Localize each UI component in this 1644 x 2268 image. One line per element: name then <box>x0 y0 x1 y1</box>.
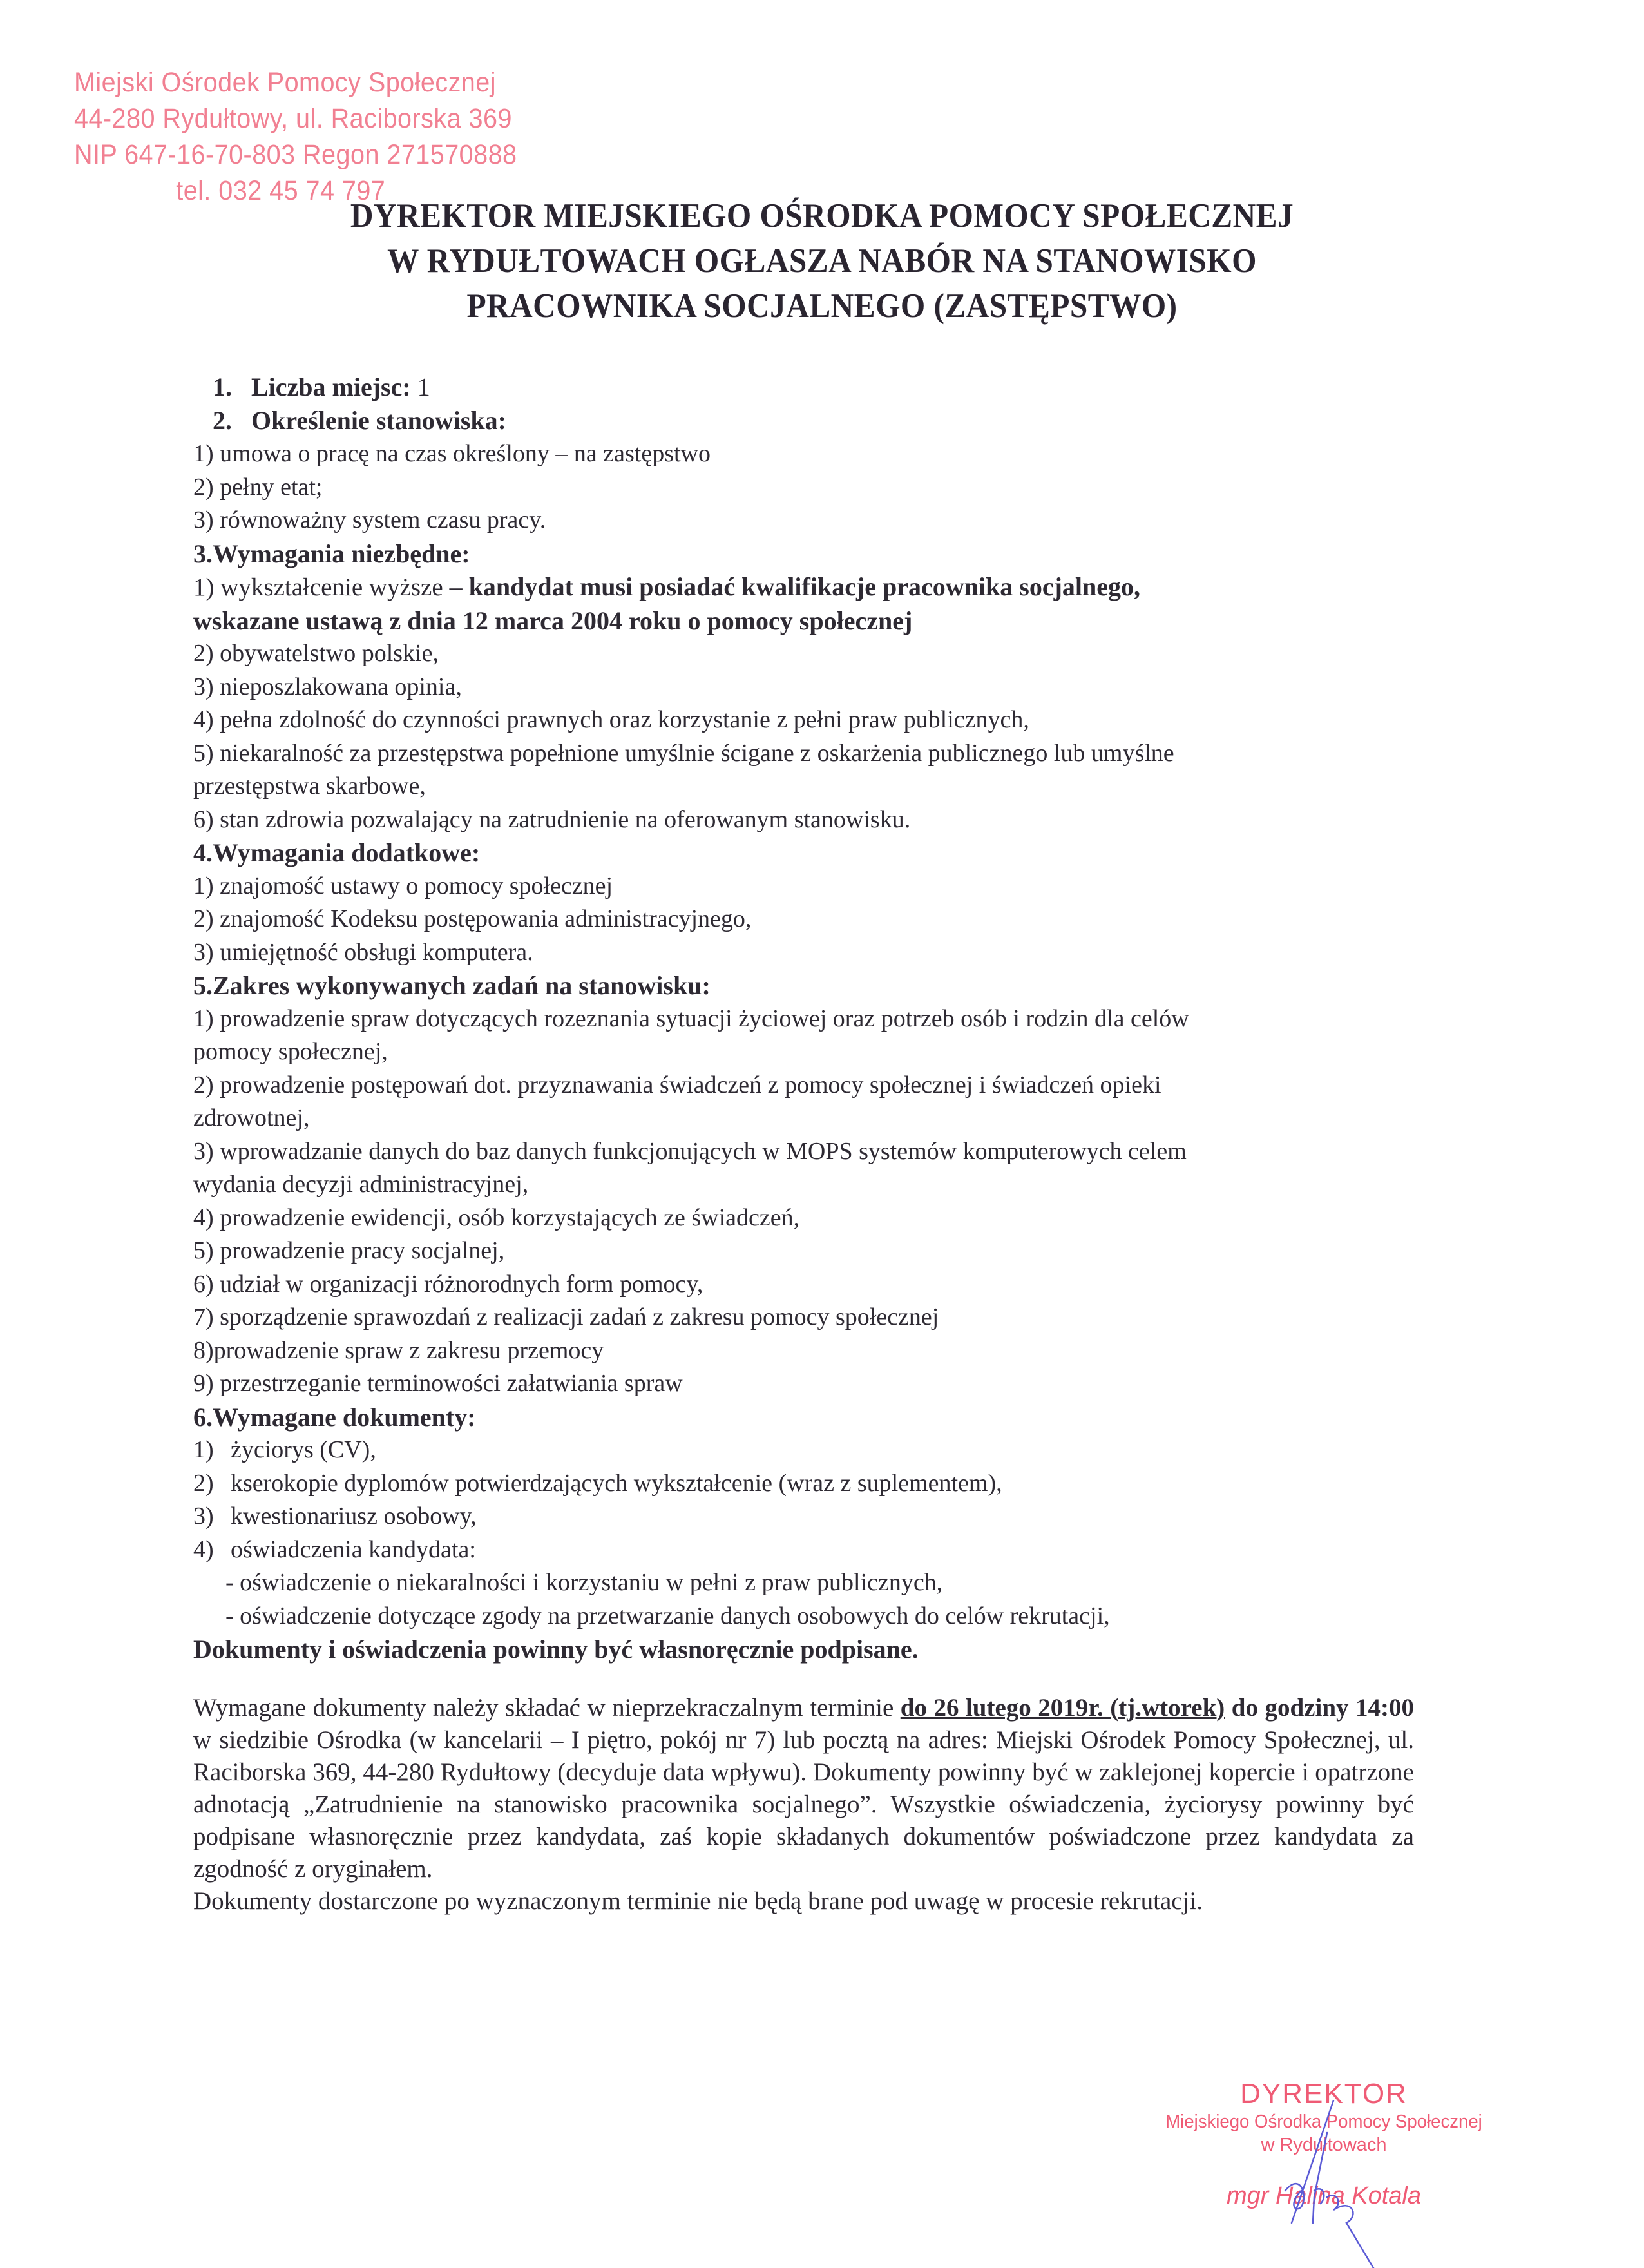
list-item: 1) znajomość ustawy o pomocy społecznej <box>193 872 613 899</box>
list-item: 2) znajomość Kodeksu postępowania administracyjnego, <box>193 905 752 932</box>
list-item: 3) wprowadzanie danych do baz danych funkcjonujących w MOPS systemów komputerowych celem <box>193 1137 1187 1165</box>
list-item <box>193 1533 1430 1567</box>
list-item: 2) obywatelstwo polskie, <box>193 640 439 667</box>
document-body <box>193 370 1430 1917</box>
list-item: 4) pełna zdolność do czynności prawnych oraz korzystanie z pełni praw publicznych, <box>193 706 1029 733</box>
list-item: 3) umiejętność obsługi komputera. <box>193 938 533 966</box>
item-text: kwestionariusz osobowy, <box>231 1503 477 1530</box>
positions-count: 1 <box>417 372 430 401</box>
stamp-line-address: 44-280 Rydułtowy, ul. Raciborska 369 <box>74 103 512 134</box>
list-item-continued: pomocy społecznej, <box>193 1038 388 1065</box>
stamp-organization: Miejskiego Ośrodka Pomocy Społecznej <box>1165 2111 1482 2132</box>
section-heading-required: 3.Wymagania niezbędne: <box>193 539 470 568</box>
item-text: 1) wykształcenie wyższe <box>193 573 443 601</box>
sub-list-item: - oświadczenie o niekaralności i korzystaniu w pełni z praw publicznych, <box>225 1569 943 1596</box>
list-item: 1) umowa o pracę na czas określony – na zastępstwo <box>193 440 711 467</box>
submission-text: Wymagane dokumenty należy składać w nieprzekraczalnym terminie <box>193 1693 901 1722</box>
item-number: 1) <box>193 1436 214 1463</box>
handwritten-signature <box>1263 2100 1430 2268</box>
section-label: Określenie stanowiska: <box>251 406 506 435</box>
stamp-line-nip-regon: NIP 647-16-70-803 Regon 271570888 <box>74 139 517 170</box>
submission-hour: do godziny 14:00 <box>1231 1693 1415 1722</box>
stamp-director-title: DYREKTOR <box>1240 2078 1408 2109</box>
list-item: 2) prowadzenie postępowań dot. przyznawania świadczeń z pomocy społecznej i świadczeń opieki <box>193 1071 1161 1099</box>
list-item: 6) udział w organizacji różnorodnych form pomocy, <box>193 1270 703 1298</box>
list-item-continued: przestępstwa skarbowe, <box>193 773 426 800</box>
stamp-line-name: Miejski Ośrodek Pomocy Społecznej <box>74 67 496 98</box>
section-heading-documents: 6.Wymagane dokumenty: <box>193 1402 476 1432</box>
item-text: życiorys (CV), <box>231 1436 376 1463</box>
list-item: 6) stan zdrowia pozwalający na zatrudnienie na oferowanym stanowisku. <box>193 805 911 833</box>
item-number: 2) <box>193 1469 214 1497</box>
item-emphasis: – kandydat musi posiadać kwalifikacje pracownika socjalnego, <box>443 572 1141 601</box>
submission-text-rest: w siedzibie Ośrodka (w kancelarii – I piętro, pokój nr 7) lub pocztą na adres: Miejski Ośrodek Pomocy Społecznej, ul. Raciborska 369, 44-280 Rydułtowy (decyduje data wpływu). Dokumenty powinny być w zaklejonej kopercie i opatrzone adnotacją „Zatrudnienie na stanowisko pracownika socjalnego”. Wszystkie oświadczenia, życiorysy powinny być podpisane własnoręcznie przez kandydata, zaś kopie składanych dokumentów poświadczone przez kandydata za zgodność z oryginałem. <box>193 1725 1414 1883</box>
section-number: 1. <box>213 372 232 401</box>
title-line-3: PRACOWNIKA SOCJALNEGO (ZASTĘPSTWO) <box>466 287 1178 325</box>
list-item: 5) niekaralność za przestępstwa popełnione umyślnie ścigane z oskarżenia publicznego lub umyślne <box>193 739 1174 767</box>
item-number: 3) <box>193 1503 214 1530</box>
section-position-definition <box>193 404 1430 437</box>
document-title <box>0 193 1644 329</box>
list-item: 3) nieposzlakowana opinia, <box>193 673 462 700</box>
office-stamp <box>74 64 519 209</box>
list-item: 7) sporządzenie sprawozdań z realizacji zadań z zakresu pomocy społecznej <box>193 1303 939 1331</box>
list-item: 1) prowadzenie spraw dotyczących rozeznania sytuacji życiowej oraz potrzeb osób i rodzin dla celów <box>193 1004 1189 1032</box>
section-number-of-positions <box>193 370 1430 404</box>
section-heading-duties: 5.Zakres wykonywanych zadań na stanowisku: <box>193 971 711 1000</box>
list-item-continued: wydania decyzji administracyjnej, <box>193 1171 529 1198</box>
stamp-line-phone: tel. 032 45 74 797 <box>176 175 386 206</box>
sub-list-item: - oświadczenie dotyczące zgody na przetwarzanie danych osobowych do celów rekrutacji, <box>225 1602 1110 1629</box>
stamp-city: w Rydułtowach <box>1261 2135 1387 2155</box>
section-number: 2. <box>213 406 232 435</box>
late-documents-note: Dokumenty dostarczone po wyznaczonym terminie nie będą brane pod uwagę w procesie rekrutacji. <box>193 1887 1203 1915</box>
spacer <box>1225 1694 1232 1722</box>
item-text: oświadczenia kandydata: <box>231 1535 476 1563</box>
stamp-director-name: mgr Halina Kotala <box>1226 2182 1422 2209</box>
title-line-1: DYREKTOR MIEJSKIEGO OŚRODKA POMOCY SPOŁECZNEJ <box>350 197 1294 235</box>
list-item-continued: zdrowotnej, <box>193 1104 310 1131</box>
list-item: 8)prowadzenie spraw z zakresu przemocy <box>193 1336 604 1364</box>
signed-documents-note: Dokumenty i oświadczenia powinny być własnoręcznie podpisane. <box>193 1635 919 1664</box>
title-line-2: W RYDUŁTOWACH OGŁASZA NABÓR NA STANOWISKO <box>387 242 1257 280</box>
section-label: Liczba miejsc: <box>251 372 411 401</box>
list-item <box>193 1434 1430 1467</box>
list-item: 9) przestrzeganie terminowości załatwiania spraw <box>193 1370 683 1397</box>
item-number: 4) <box>193 1535 214 1563</box>
list-item <box>193 1467 1430 1501</box>
list-item <box>193 570 1430 604</box>
list-item: 2) pełny etat; <box>193 473 323 501</box>
list-item: 5) prowadzenie pracy socjalnej, <box>193 1237 505 1264</box>
list-item: 4) prowadzenie ewidencji, osób korzystających ze świadczeń, <box>193 1204 800 1231</box>
list-item: 3) równoważny system czasu pracy. <box>193 506 546 533</box>
submission-paragraph <box>193 1692 1414 1885</box>
list-item <box>193 1500 1430 1533</box>
submission-deadline: do 26 lutego 2019r. (tj.wtorek) <box>900 1693 1225 1722</box>
section-heading-additional: 4.Wymagania dodatkowe: <box>193 838 481 867</box>
signature-stroke <box>1285 2100 1385 2268</box>
item-emphasis-continued: wskazane ustawą z dnia 12 marca 2004 roku o pomocy społecznej <box>193 606 913 635</box>
item-text: kserokopie dyplomów potwierdzających wykształcenie (wraz z suplementem), <box>231 1469 1002 1497</box>
